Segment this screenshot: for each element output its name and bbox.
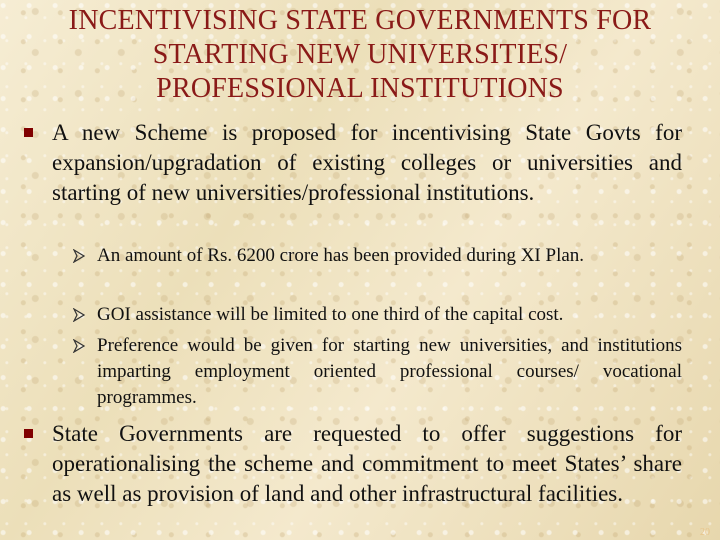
arrowhead-bullet-icon [73, 249, 85, 263]
bullet-item [52, 118, 682, 208]
title-line: STARTING NEW UNIVERSITIES/ [152, 39, 568, 70]
sub-bullet-text: GOI assistance will be limited to one third of the capital cost. [97, 304, 564, 325]
page-number: 20 [700, 527, 710, 538]
sub-bullet-item [97, 243, 682, 269]
sub-bullet-text: Preference would be given for starting new universities, and institutions imparting employment oriented professional courses/ vocational programmes. [97, 335, 682, 408]
sub-bullet-item [97, 302, 682, 328]
bullet-text: State Governments are requested to offer suggestions for operationalising the scheme and commitment to meet States’ share as well as provision of land and other infrastructural facilities. [52, 421, 682, 506]
sub-bullet-text: An amount of Rs. 6200 crore has been provided during XI Plan. [97, 245, 585, 266]
arrowhead-bullet-icon [73, 339, 85, 353]
title-line: PROFESSIONAL INSTITUTIONS [156, 73, 564, 104]
slide-title [0, 4, 720, 106]
title-line: INCENTIVISING STATE GOVERNMENTS FOR [68, 5, 652, 36]
square-bullet-icon [24, 429, 33, 438]
bullet-item [52, 419, 682, 509]
sub-bullet-item [97, 333, 682, 411]
square-bullet-icon [24, 128, 33, 137]
arrowhead-bullet-icon [73, 308, 85, 322]
bullet-text: A new Scheme is proposed for incentivising State Govts for expansion/upgradation of existing colleges or universities and starting of new universities/professional institutions. [52, 120, 682, 205]
